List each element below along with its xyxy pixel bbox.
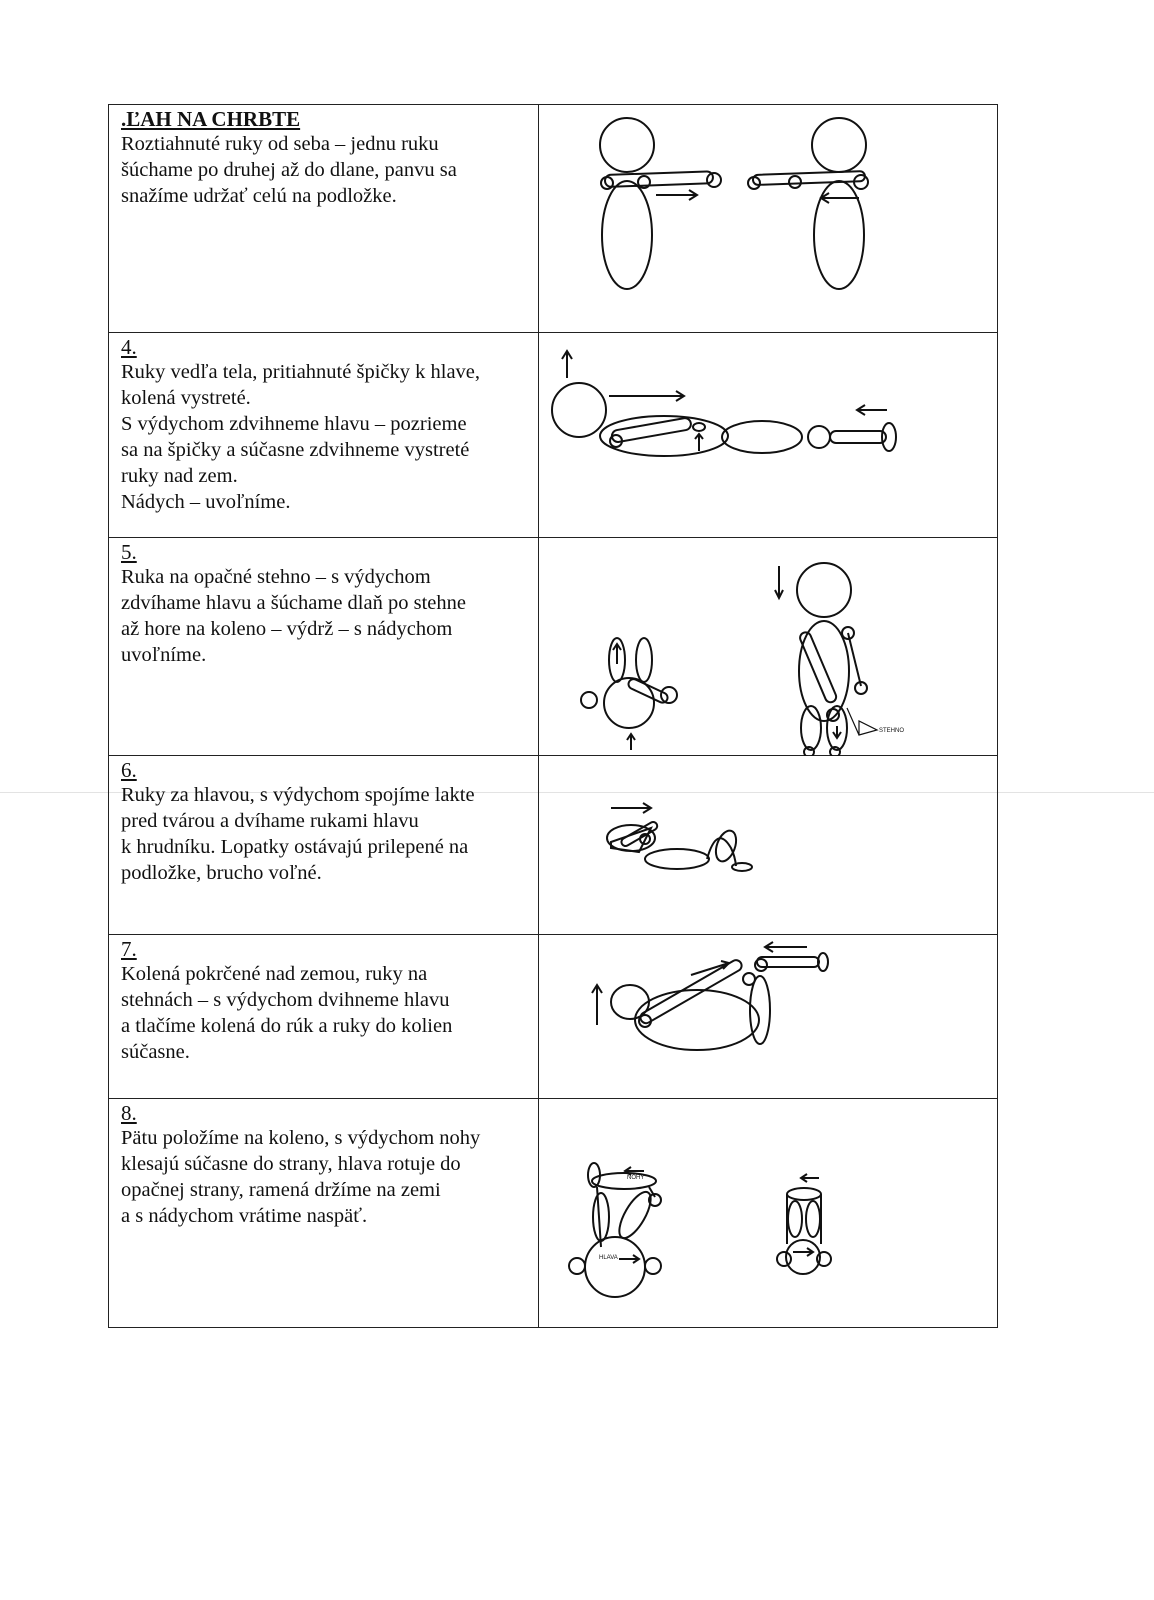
head-lift-figure (539, 333, 999, 538)
exercise-figure-cell (539, 1099, 997, 1327)
exercise-table (108, 104, 998, 1328)
exercise-text-cell (109, 105, 539, 332)
exercise-line: Ruka na opačné stehno – s výdychom (121, 566, 431, 588)
nohy-label: NOHY (627, 1175, 645, 1181)
knees-hands-push-figure (539, 935, 999, 1099)
exercise-line: sa na špičky a súčasne zdvihneme vystreté (121, 439, 470, 461)
exercise-figure-cell (539, 935, 997, 1098)
exercise-row (109, 333, 997, 538)
exercise-line: Ruky vedľa tela, pritiahnuté špičky k hlave, (121, 361, 481, 383)
elbows-together-figure (539, 756, 999, 935)
exercise-line: súčasne. (121, 1041, 190, 1063)
exercise-line: a tlačíme kolená do rúk a ruky do kolien (121, 1015, 453, 1037)
exercise-line: Ruky za hlavou, s výdychom spojíme lakte (121, 784, 475, 806)
section-title: .ĽAH NA CHRBTE (121, 107, 301, 131)
exercise-line: až hore na koleno – výdrž – s nádychom (121, 618, 453, 640)
exercise-text-cell (109, 935, 539, 1098)
exercise-figure-cell (539, 538, 997, 755)
exercise-line: stehnách – s výdychom dvihneme hlavu (121, 989, 450, 1011)
exercise-line: ruky nad zem. (121, 465, 238, 487)
exercise-line: klesajú súčasne do strany, hlava rotuje do (121, 1153, 461, 1175)
exercise-row (109, 538, 997, 756)
exercise-row (109, 756, 997, 935)
thigh-reach-figure (539, 538, 999, 756)
exercise-line: Nádych – uvoľníme. (121, 491, 291, 513)
exercise-line: kolená vystreté. (121, 387, 251, 409)
exercise-number: 5. (121, 540, 137, 564)
exercise-number: 6. (121, 758, 137, 782)
exercise-row (109, 935, 997, 1099)
exercise-line: Roztiahnuté ruky od seba – jednu ruku (121, 133, 439, 155)
exercise-line: S výdychom zdvihneme hlavu – pozrieme (121, 413, 467, 435)
exercise-text-cell (109, 756, 539, 934)
exercise-line: Pätu položíme na koleno, s výdychom nohy (121, 1127, 481, 1149)
exercise-figure-cell (539, 105, 997, 332)
exercise-line: snažíme udržať celú na podložke. (121, 185, 397, 207)
exercise-number: 8. (121, 1101, 137, 1125)
exercise-line: podložke, brucho voľné. (121, 862, 322, 884)
stehno-label: STEHNO (879, 728, 905, 734)
exercise-line: Kolená pokrčené nad zemou, ruky na (121, 963, 428, 985)
exercise-text-cell (109, 538, 539, 755)
exercise-line: opačnej strany, ramená držíme na zemi (121, 1179, 441, 1201)
exercise-row (109, 105, 997, 333)
exercise-number: 4. (121, 335, 137, 359)
exercise-text-cell (109, 333, 539, 537)
exercise-line: uvoľníme. (121, 644, 207, 666)
exercise-line: k hrudníku. Lopatky ostávajú prilepené na (121, 836, 469, 858)
exercise-figure-cell (539, 333, 997, 537)
knee-drop-rotation-figure (539, 1099, 999, 1327)
exercise-line: pred tvárou a dvíhame rukami hlavu (121, 810, 419, 832)
hlava-label: HLAVA (599, 1255, 618, 1261)
arm-stretch-figure (539, 105, 999, 333)
exercise-text-cell (109, 1099, 539, 1327)
exercise-number: 7. (121, 937, 137, 961)
exercise-line: zdvíhame hlavu a šúchame dlaň po stehne (121, 592, 466, 614)
exercise-line: šúchame po druhej až do dlane, panvu sa (121, 159, 457, 181)
exercise-line: a s nádychom vrátime naspäť. (121, 1205, 368, 1227)
exercise-row (109, 1099, 997, 1327)
exercise-figure-cell (539, 756, 997, 934)
